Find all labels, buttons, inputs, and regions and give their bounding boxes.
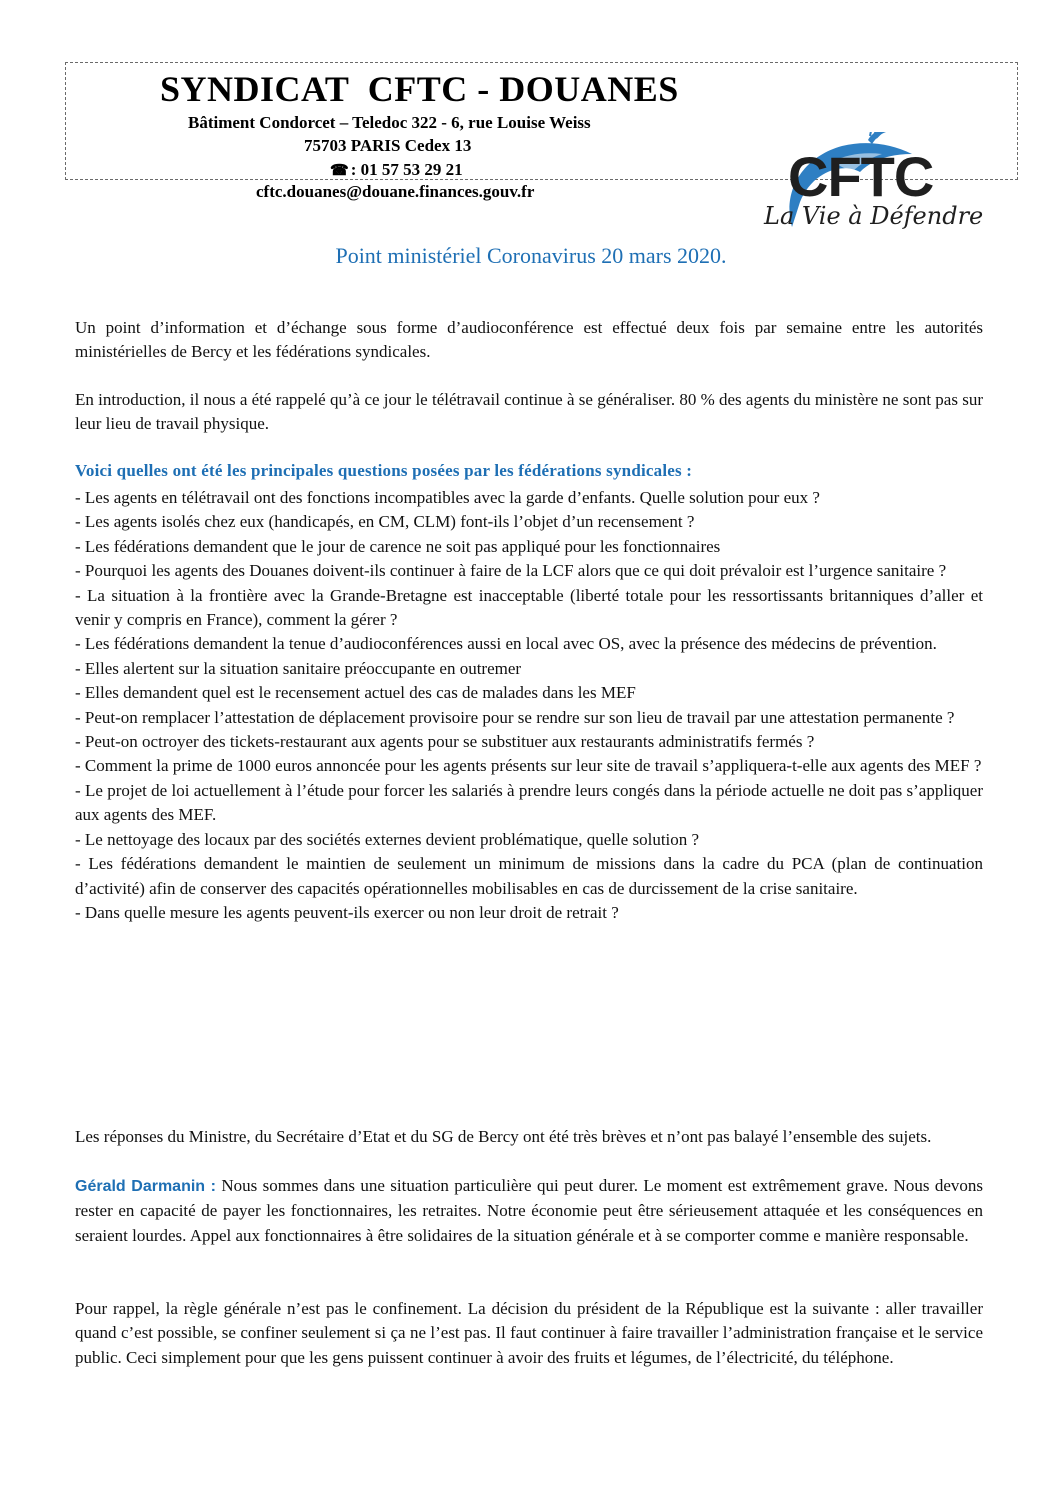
phone-number: : 01 57 53 29 21 xyxy=(350,160,463,179)
list-item: - La situation à la frontière avec la Grande-Bretagne est inacceptable (liberté totale pour les ressortissants britanniques d’aller et venir y compris en France), comment la gérer ? xyxy=(75,585,983,630)
list-item: - Le projet de loi actuellement à l’étude pour forcer les salariés à prendre leurs congés dans la période actuelle ne doit pas s’appliquer aux agents des MEF. xyxy=(75,780,983,825)
list-item: - Les fédérations demandent que le jour de carence ne soit pas appliqué pour les fonctionnaires xyxy=(75,536,721,556)
intro-paragraph: En introduction, il nous a été rappelé qu’à ce jour le télétravail continue à se généraliser. 80 % des agents du ministère ne sont pas sur leur lieu de travail physique. xyxy=(75,390,983,434)
list-item: - Les fédérations demandent la tenue d’audioconférences aussi en local avec OS, avec la présence des médecins de prévention. xyxy=(75,634,937,654)
questions-heading: Voici quelles ont été les principales questions posées par les fédérations syndicales : xyxy=(75,461,693,480)
list-item: - Elles demandent quel est le recensement actuel des cas de malades dans les MEF xyxy=(75,683,636,703)
address-line-1: Bâtiment Condorcet – Teledoc 322 - 6, rue Louise Weiss xyxy=(188,113,591,132)
list-item: - Peut-on remplacer l’attestation de déplacement provisoire pour se rendre sur son lieu de travail par une attestation permanente ? xyxy=(75,707,955,727)
list-item: - Elles alertent sur la situation sanitaire préoccupante en outremer xyxy=(75,658,522,678)
phone-icon: ☎ xyxy=(330,163,349,179)
list-item: - Peut-on octroyer des tickets-restaurant aux agents pour se substituer aux restaurants administratifs fermés ? xyxy=(75,732,815,752)
email-address: cftc.douanes@douane.finances.gouv.fr xyxy=(256,182,535,201)
list-item: - Les agents en télétravail ont des fonctions incompatibles avec la garde d’enfants. Quelle solution pour eux ? xyxy=(75,488,820,507)
intro-paragraph: Un point d’information et d’échange sous forme d’audioconférence est effectué deux fois par semaine entre les autorités ministérielles de Bercy et les fédérations syndicales. xyxy=(75,318,983,362)
speaker-name: Gérald Darmanin : xyxy=(75,1178,216,1195)
responses-intro: Les réponses du Ministre, du Secrétaire d’Etat et du SG de Bercy ont été très brèves et n’ont pas balayé l’ensemble des sujets. xyxy=(75,1127,932,1146)
list-item: - Dans quelle mesure les agents peuvent-ils exercer ou non leur droit de retrait ? xyxy=(75,902,619,922)
address-line-2: 75703 PARIS Cedex 13 xyxy=(304,136,472,155)
list-item: - Les agents isolés chez eux (handicapés, en CM, CLM) font-ils l’objet d’un recensement ? xyxy=(75,512,695,532)
questions-list xyxy=(75,486,983,925)
darmanin-statement xyxy=(75,1174,983,1248)
list-item: - Comment la prime de 1000 euros annoncée pour les agents présents sur leur site de travail s’appliquera-t-elle aux agents des MEF ? xyxy=(75,756,982,776)
logo-name: CFTC xyxy=(788,145,934,208)
list-item: - Pourquoi les agents des Douanes doivent-ils continuer à faire de la LCF alors que ce qui doit prévaloir est l’urgence sanitaire ? xyxy=(75,561,947,581)
logo-tagline: La Vie à Défendre xyxy=(764,202,984,230)
document-title: Point ministériel Coronavirus 20 mars 2020. xyxy=(335,243,727,268)
cftc-logo xyxy=(752,62,984,232)
phone-line xyxy=(330,160,463,180)
list-item: - Le nettoyage des locaux par des sociétés externes devient problématique, quelle solution ? xyxy=(75,829,700,849)
statement-text: Nous sommes dans une situation particulière qui peut durer. Le moment est extrêmement grave. Nous devons rester en capacité de payer les fonctionnaires, les retraites. Notre économie peut être sérieusement attaquée et les conséquences en seraient lourdes. Appel aux fonctionnaires à être solidaires de la situation générale et à se comporter comme e manière responsable. xyxy=(75,1176,983,1245)
list-item: - Les fédérations demandent le maintien de seulement un minimum de missions dans la cadre du PCA (plan de continuation d’activité) afin de conserver des capacités opérationnelles mobilisables en cas de durcissement de la crise sanitaire. xyxy=(75,854,983,898)
reminder-paragraph: Pour rappel, la règle générale n’est pas le confinement. La décision du président de la République est la suivante : aller travailler quand c’est possible, se confiner seulement si ça ne l’est pas. Il faut continuer à faire travailler l’administration française et le service public. Ceci simplement pour que les gens puissent continuer à avoir des fruits et légumes, de l’électricité, du téléphone. xyxy=(75,1299,983,1367)
org-name: SYNDICAT CFTC - DOUANES xyxy=(160,69,679,109)
